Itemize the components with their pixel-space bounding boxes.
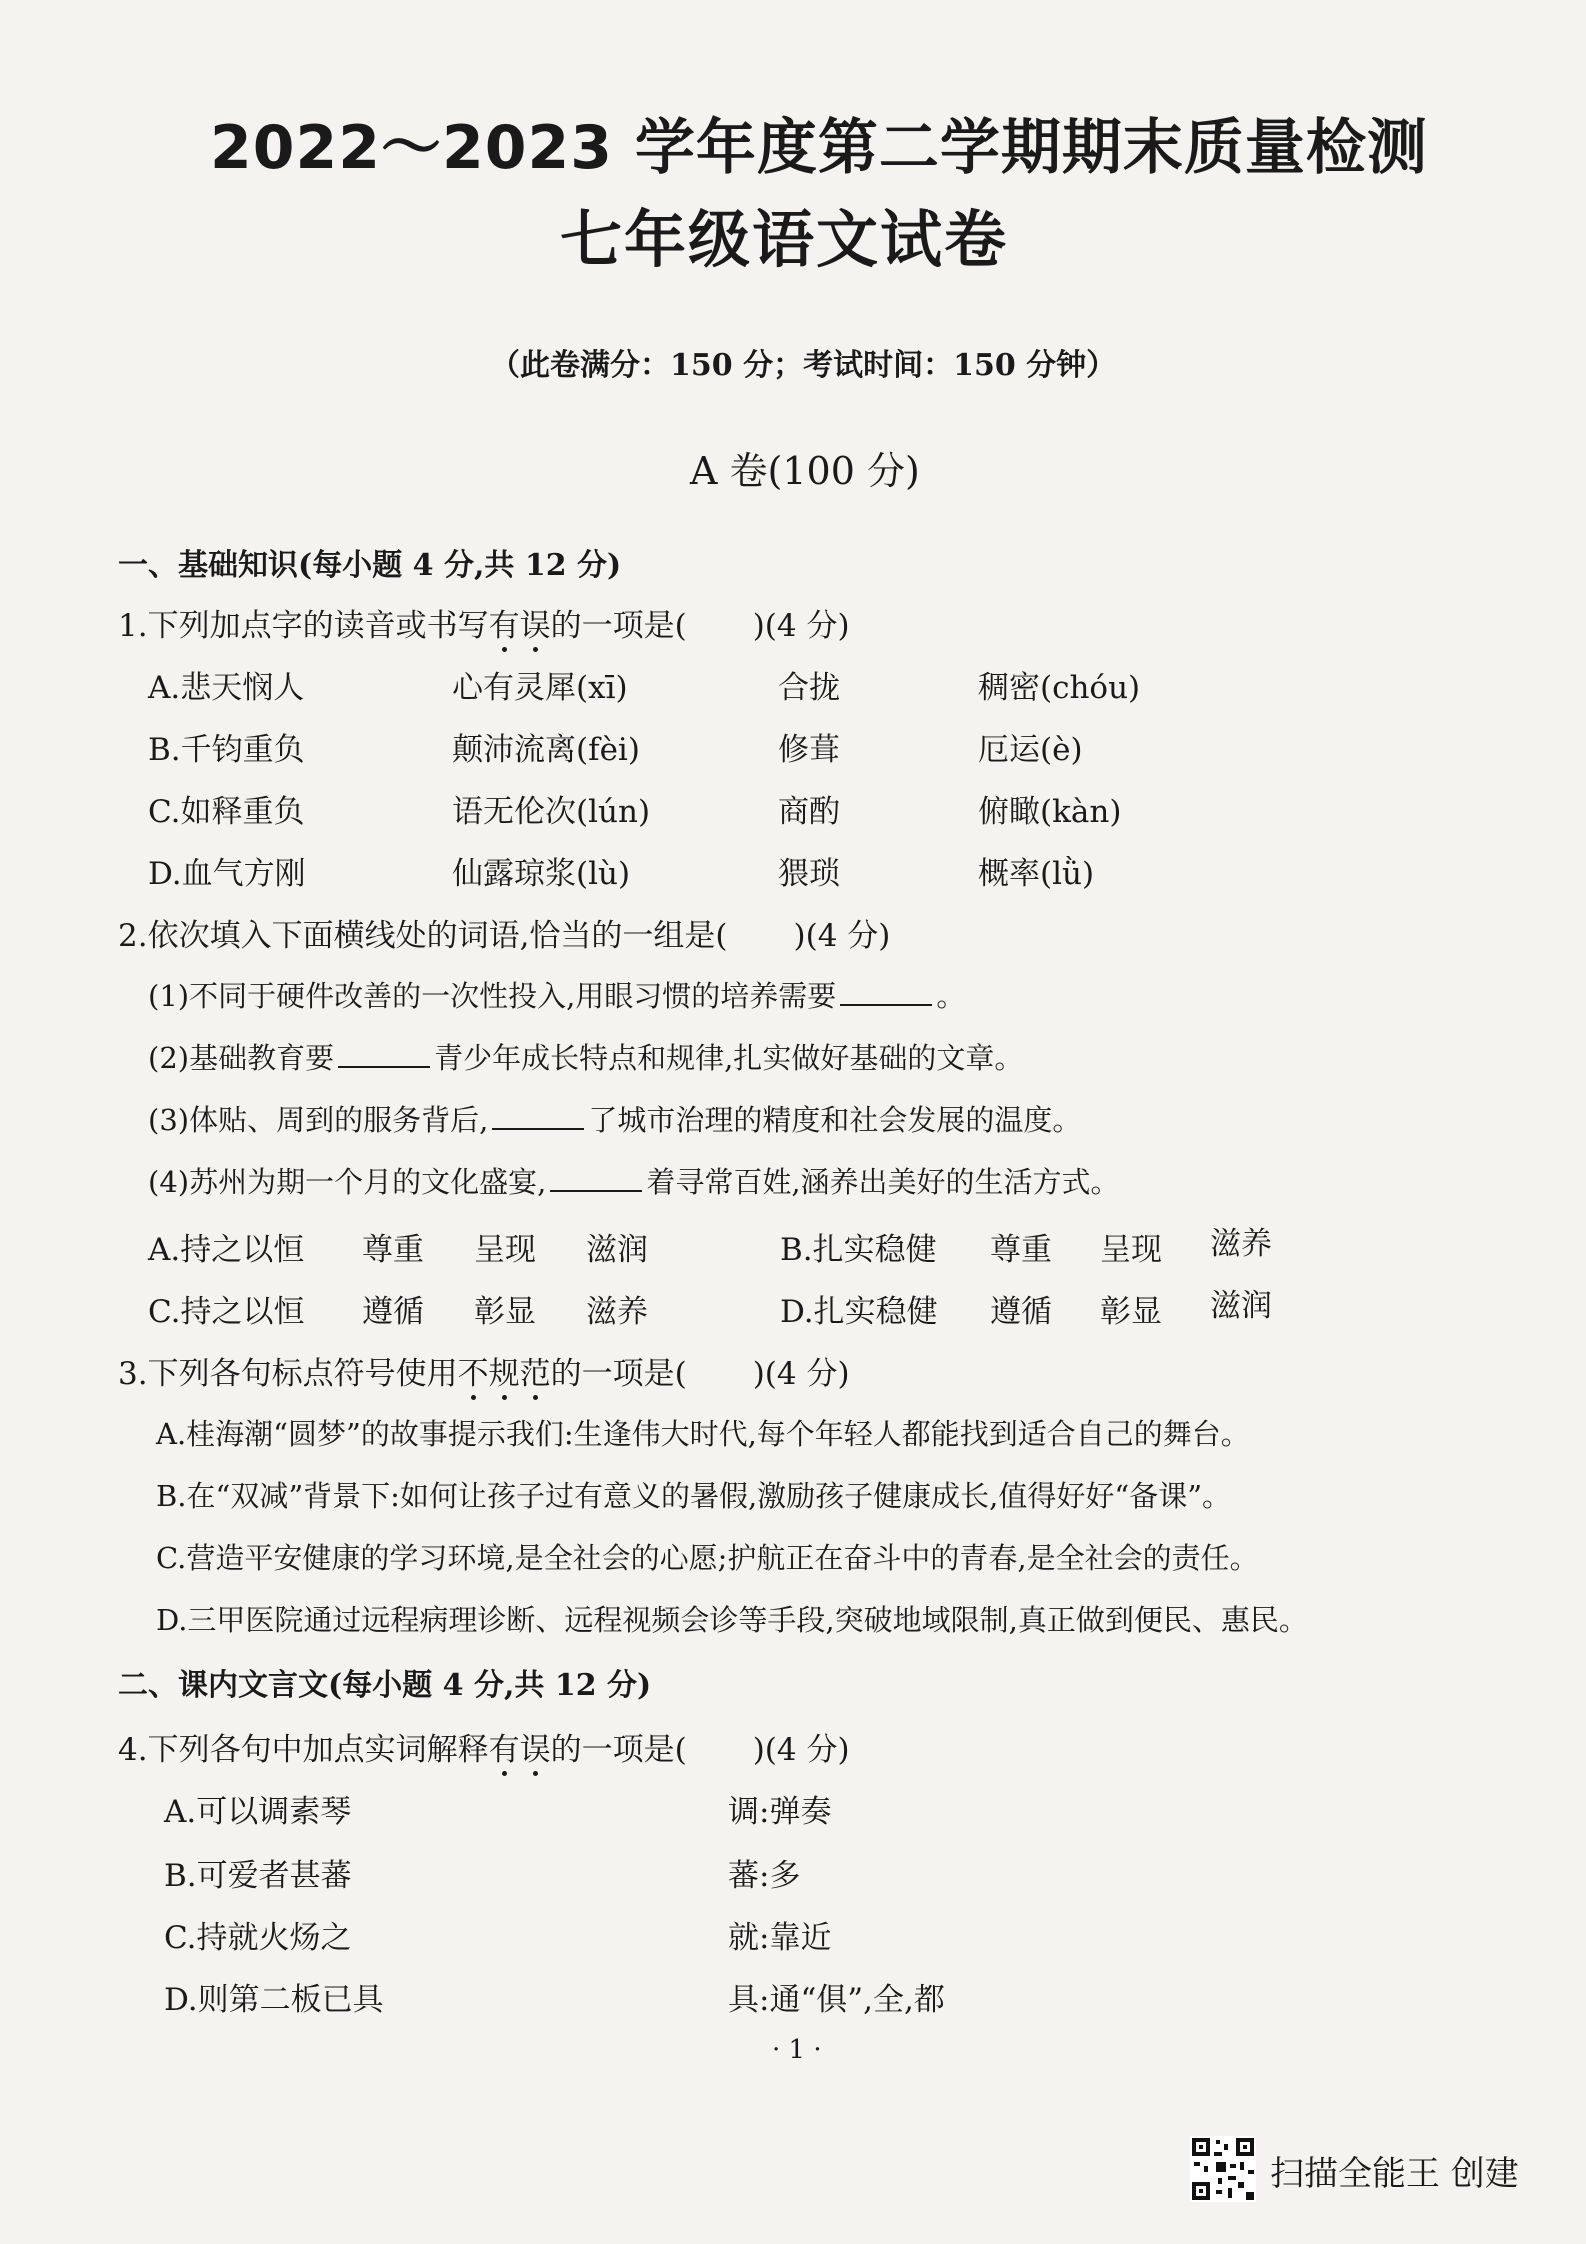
- q1-option-a-item3: 合拢: [778, 670, 840, 706]
- q4-option-b: B.可爱者甚蕃: [164, 1858, 352, 1894]
- q2-sentence-4: (4)苏州为期一个月的文化盛宴, 着寻常百姓,涵养出美好的生活方式。: [148, 1160, 1120, 1201]
- exam-info: （此卷满分：150 分；考试时间：150 分钟）: [490, 348, 1117, 383]
- q1-option-a: A.悲天悯人: [148, 670, 305, 706]
- q2-option-c-w2: 遵循: [362, 1294, 424, 1330]
- fill-blank[interactable]: [492, 1098, 584, 1130]
- q2-option-d-w2: 遵循: [990, 1294, 1052, 1330]
- q2-option-a: A.持之以恒: [148, 1232, 305, 1268]
- q3-option-a: A.桂海潮“圆梦”的故事提示我们:生逢伟大时代,每个年轻人都能找到适合自己的舞台。: [156, 1417, 1250, 1451]
- q2-sentence-1: (1)不同于硬件改善的一次性投入,用眼习惯的培养需要 。: [148, 974, 965, 1015]
- exam-subject-title: 七年级语文试卷: [560, 203, 1009, 276]
- q4-option-d: D.则第二板已具: [164, 1982, 384, 2018]
- fill-blank[interactable]: [840, 974, 932, 1006]
- q2-option-a-w2: 尊重: [362, 1232, 424, 1268]
- question-4-stem: 4.下列各句中加点实词解释有误的一项是( )(4 分): [118, 1732, 850, 1768]
- scanner-watermark-label: 扫描全能王 创建: [1270, 2154, 1519, 2194]
- page-number: · 1 ·: [772, 2035, 822, 2065]
- q1-option-d-item2: 仙露琼浆(lù): [452, 856, 631, 892]
- q2-option-c: C.持之以恒: [148, 1294, 305, 1330]
- exam-title: 2022～2023 学年度第二学期期末质量检测: [210, 113, 1428, 183]
- q2-option-b-w2: 尊重: [990, 1232, 1052, 1268]
- q1-option-d-item4: 概率(lǜ): [978, 856, 1095, 892]
- section-heading-2: 二、课内文言文(每小题 4 分,共 12 分): [118, 1668, 652, 1703]
- q4-option-a: A.可以调素琴: [164, 1794, 352, 1830]
- q2-option-d: D.扎实稳健: [780, 1294, 938, 1330]
- q2-sentence-2: (2)基础教育要 青少年成长特点和规律,扎实做好基础的文章。: [148, 1036, 1023, 1077]
- q4-option-c-expl: 就:靠近: [728, 1920, 832, 1956]
- qr-code-icon: [1190, 2136, 1256, 2202]
- q2-option-a-w4: 滋润: [586, 1232, 648, 1268]
- paper-label: A 卷(100 分): [690, 449, 920, 493]
- q1-option-b: B.千钧重负: [148, 732, 305, 768]
- q1-option-c-item3: 商酌: [778, 794, 840, 830]
- q2-option-d-w3: 彰显: [1100, 1294, 1162, 1330]
- q4-option-c: C.持就火炀之: [164, 1920, 352, 1956]
- q1-option-d: D.血气方刚: [148, 856, 306, 892]
- q2-option-c-w3: 彰显: [474, 1294, 536, 1330]
- q2-option-b-w4: 滋养: [1210, 1226, 1272, 1262]
- question-2-stem: 2.依次填入下面横线处的词语,恰当的一组是( )(4 分): [118, 918, 891, 954]
- q2-option-d-w4: 滋润: [1210, 1288, 1272, 1324]
- q1-option-a-item4: 稠密(chóu): [978, 670, 1141, 706]
- section-heading-1: 一、基础知识(每小题 4 分,共 12 分): [118, 548, 622, 583]
- q1-option-a-item2: 心有灵犀(xī): [452, 670, 628, 706]
- q2-option-b-w3: 呈现: [1100, 1232, 1162, 1268]
- q2-option-a-w3: 呈现: [474, 1232, 536, 1268]
- q4-option-d-expl: 具:通“俱”,全,都: [728, 1982, 945, 2018]
- q4-option-a-expl: 调:弹奏: [728, 1794, 832, 1830]
- q2-option-b: B.扎实稳健: [780, 1232, 937, 1268]
- q4-option-b-expl: 蕃:多: [728, 1858, 801, 1894]
- question-1-stem: 1.下列加点字的读音或书写有误的一项是( )(4 分): [118, 608, 850, 644]
- q3-option-c: C.营造平安健康的学习环境,是全社会的心愿;护航正在奋斗中的青春,是全社会的责任。: [156, 1541, 1259, 1575]
- q1-option-c-item4: 俯瞰(kàn): [978, 794, 1122, 830]
- q1-option-c: C.如释重负: [148, 794, 305, 830]
- fill-blank[interactable]: [550, 1160, 642, 1192]
- q1-option-b-item4: 厄运(è): [978, 732, 1083, 768]
- q1-option-c-item2: 语无伦次(lún): [452, 794, 651, 830]
- q1-option-b-item2: 颠沛流离(fèi): [452, 732, 640, 768]
- q2-sentence-3: (3)体贴、周到的服务背后, 了城市治理的精度和社会发展的温度。: [148, 1098, 1081, 1139]
- fill-blank[interactable]: [338, 1036, 430, 1068]
- question-3-stem: 3.下列各句标点符号使用不规范的一项是( )(4 分): [118, 1356, 850, 1392]
- q3-option-d: D.三甲医院通过远程病理诊断、远程视频会诊等手段,突破地域限制,真正做到便民、惠民。: [156, 1603, 1308, 1637]
- q2-option-c-w4: 滋养: [586, 1294, 648, 1330]
- q3-option-b: B.在“双减”背景下:如何让孩子过有意义的暑假,激励孩子健康成长,值得好好“备课”。: [156, 1479, 1232, 1513]
- q1-option-b-item3: 修葺: [778, 732, 840, 768]
- q1-option-d-item3: 猥琐: [778, 856, 840, 892]
